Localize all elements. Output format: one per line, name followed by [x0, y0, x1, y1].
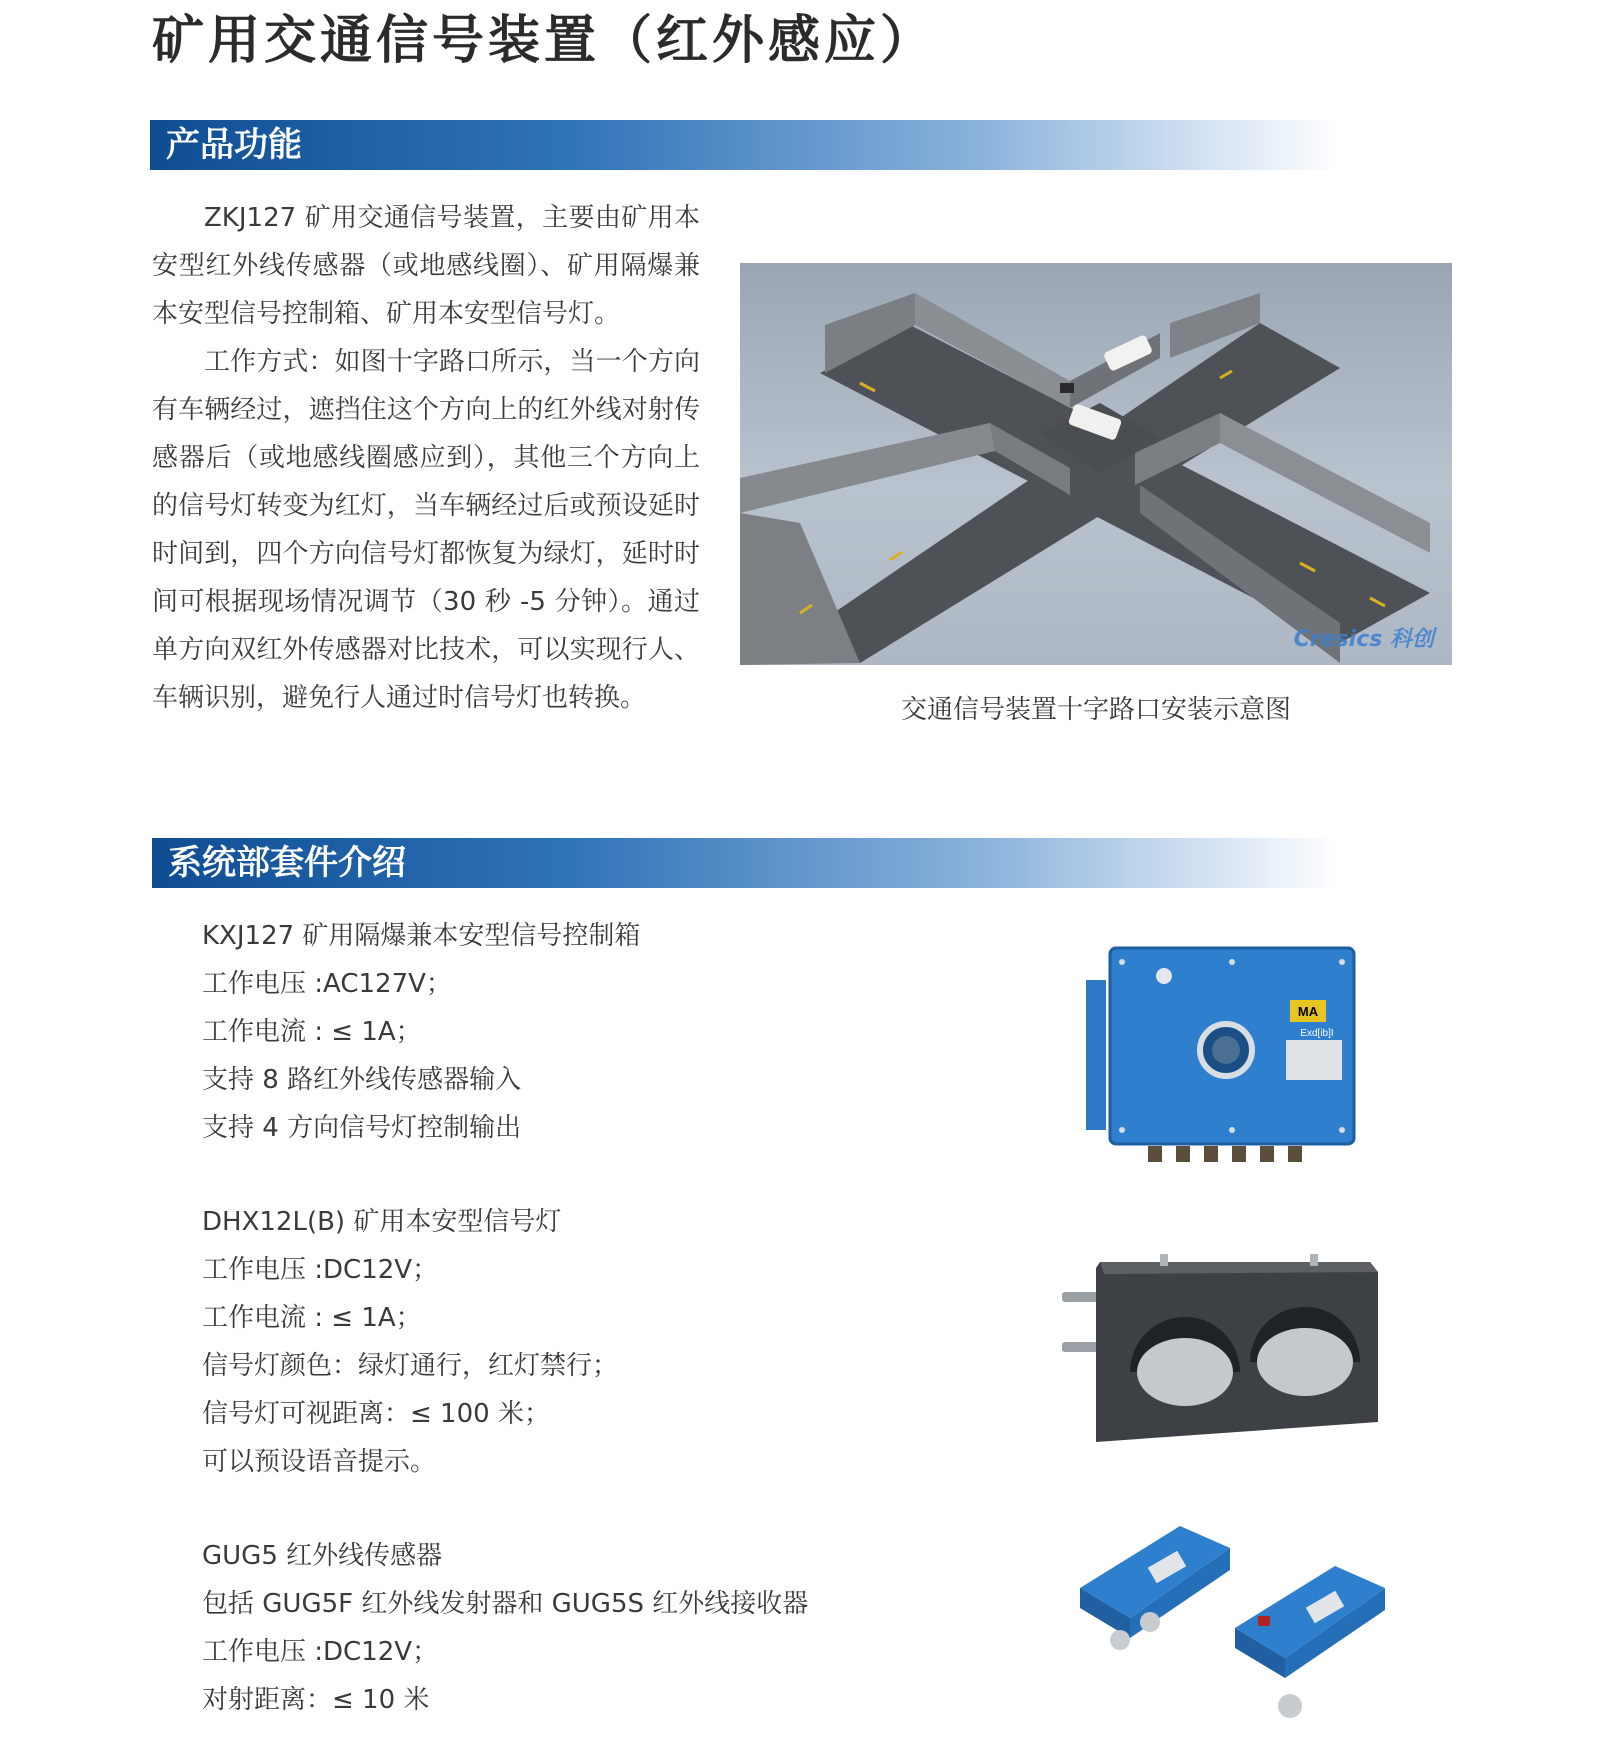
- spec-line: 对射距离：≤ 10 米: [202, 1685, 430, 1715]
- exd-plate: Exd[ib]I: [1300, 1028, 1334, 1039]
- spec-line: 信号灯颜色：绿灯通行，红灯禁行；: [202, 1351, 619, 1381]
- photo-watermark: Cresics 科创: [1293, 627, 1434, 652]
- spec-line: GUG5 红外线传感器: [202, 1541, 443, 1571]
- spec-line: DHX12L(B) 矿用本安型信号灯: [202, 1207, 562, 1237]
- spec-line: 信号灯可视距离：≤ 100 米；: [202, 1399, 550, 1429]
- spec-line: 可以预设语音提示。: [202, 1447, 437, 1477]
- component-spec-control-box: [202, 912, 640, 1152]
- component-spec-infrared-sensor: [202, 1532, 808, 1724]
- control-box-image: [1086, 940, 1362, 1168]
- component-spec-signal-light: [202, 1198, 618, 1486]
- figure-caption: 交通信号装置十字路口安装示意图: [900, 695, 1291, 725]
- crossroad-illustration: [740, 263, 1452, 665]
- signal-light-image: [1060, 1232, 1382, 1462]
- section-heading-function: 产品功能: [150, 120, 1340, 170]
- section-heading-components: 系统部套件介绍: [152, 838, 1342, 888]
- spec-line: 工作电压 :AC127V；: [202, 969, 452, 999]
- spec-line: 工作电流 : ≤ 1A；: [202, 1303, 422, 1333]
- function-paragraph-1: ZKJ127 矿用交通信号装置，主要由矿用本安型红外线传感器（或地感线圈）、矿用隔爆兼本安型信号控制箱、矿用本安型信号灯。: [152, 203, 700, 329]
- spec-line: 支持 8 路红外线传感器输入: [202, 1065, 522, 1095]
- infrared-sensor-image: [1060, 1518, 1390, 1746]
- crossroad-installation-image: [740, 263, 1452, 665]
- function-paragraph-2: 工作方式：如图十字路口所示，当一个方向有车辆经过，遮挡住这个方向上的红外线对射传感器后（或地感线圈感应到），其他三个方向上的信号灯转变为红灯，当车辆经过后或预设延时时间到，四个方向信号灯都恢复为绿灯，延时时间可根据现场情况调节（30 秒 -5 分钟）。通过单方向双红外传感器对比技术，可以实现行人、车辆识别，避免行人通过时信号灯也转换。: [152, 347, 700, 713]
- ma-badge: MA: [1297, 1004, 1319, 1019]
- page-title: 矿用交通信号装置（红外感应）: [152, 11, 937, 71]
- spec-line: 工作电流 : ≤ 1A；: [202, 1017, 422, 1047]
- spec-line: 工作电压 :DC12V；: [202, 1255, 439, 1285]
- spec-line: 包括 GUG5F 红外线发射器和 GUG5S 红外线接收器: [202, 1589, 809, 1619]
- spec-line: 支持 4 方向信号灯控制输出: [202, 1113, 522, 1143]
- spec-line: KXJ127 矿用隔爆兼本安型信号控制箱: [202, 921, 641, 951]
- spec-line: 工作电压 :DC12V；: [202, 1637, 439, 1667]
